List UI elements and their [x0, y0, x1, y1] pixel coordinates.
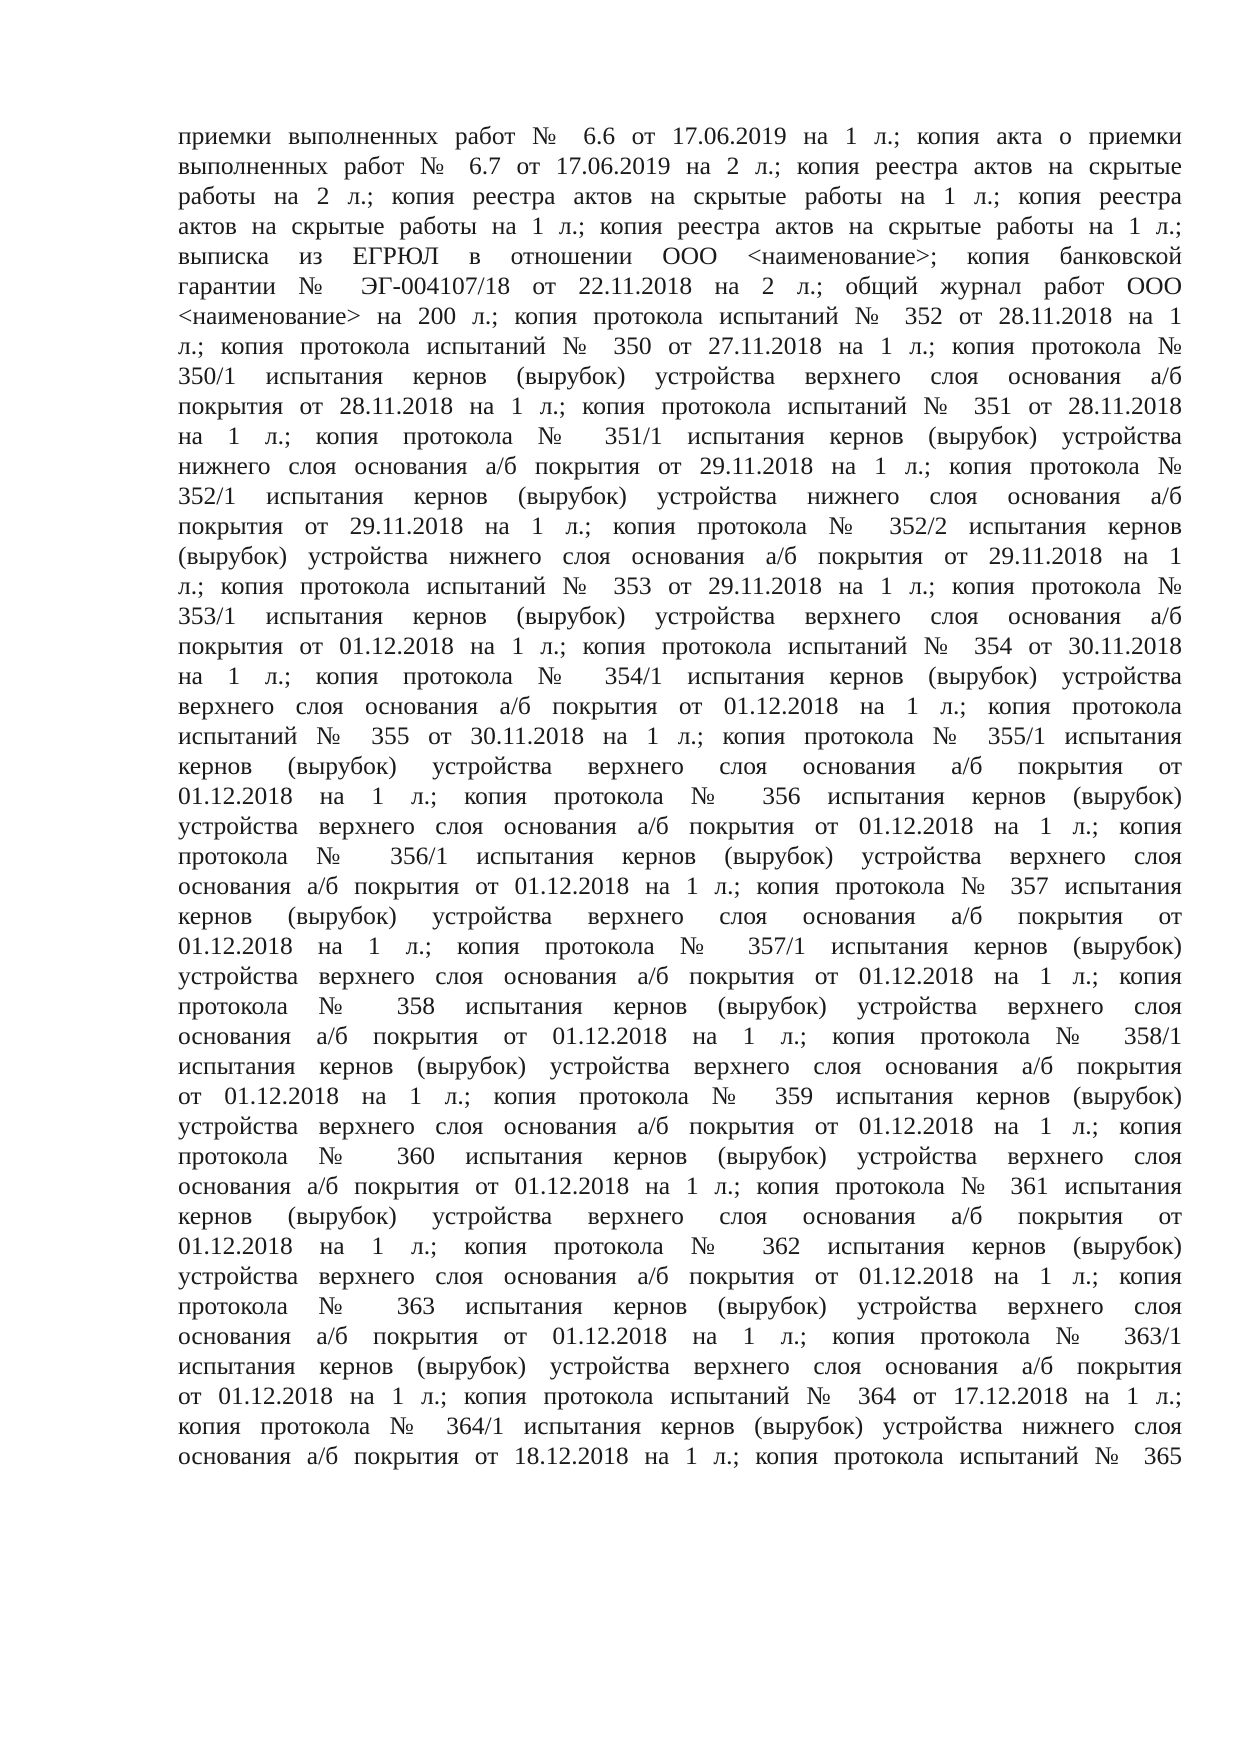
- text-line: на 1 л.; копия протокола № 354/1 испытания кернов (вырубок) устройства: [178, 661, 1182, 690]
- text-line: 353/1 испытания кернов (вырубок) устройства верхнего слоя основания а/б: [178, 601, 1182, 630]
- text-line: испытаний № 355 от 30.11.2018 на 1 л.; копия протокола № 355/1 испытания: [178, 721, 1182, 750]
- text-line: основания а/б покрытия от 01.12.2018 на 1 л.; копия протокола № 357 испытания: [178, 871, 1182, 900]
- text-line: нижнего слоя основания а/б покрытия от 29.11.2018 на 1 л.; копия протокола №: [178, 451, 1182, 480]
- text-line: основания а/б покрытия от 01.12.2018 на 1 л.; копия протокола № 361 испытания: [178, 1171, 1182, 1200]
- text-line: 01.12.2018 на 1 л.; копия протокола № 357/1 испытания кернов (вырубок): [178, 931, 1182, 960]
- text-line: л.; копия протокола испытаний № 353 от 29.11.2018 на 1 л.; копия протокола №: [178, 571, 1182, 600]
- text-line: 352/1 испытания кернов (вырубок) устройства нижнего слоя основания а/б: [178, 481, 1182, 510]
- text-line: основания а/б покрытия от 01.12.2018 на 1 л.; копия протокола № 363/1: [178, 1321, 1182, 1350]
- text-line: основания а/б покрытия от 18.12.2018 на 1 л.; копия протокола испытаний № 365: [178, 1441, 1182, 1470]
- text-line: испытания кернов (вырубок) устройства верхнего слоя основания а/б покрытия: [178, 1051, 1182, 1080]
- text-line: основания а/б покрытия от 01.12.2018 на 1 л.; копия протокола № 358/1: [178, 1021, 1182, 1050]
- text-line: протокола № 363 испытания кернов (вырубок) устройства верхнего слоя: [178, 1291, 1182, 1320]
- text-line: от 01.12.2018 на 1 л.; копия протокола испытаний № 364 от 17.12.2018 на 1 л.;: [178, 1381, 1182, 1410]
- text-line: работы на 2 л.; копия реестра актов на скрытые работы на 1 л.; копия реестра: [178, 181, 1182, 210]
- text-line: актов на скрытые работы на 1 л.; копия реестра актов на скрытые работы на 1 л.;: [178, 211, 1182, 240]
- text-line: протокола № 358 испытания кернов (вырубок) устройства верхнего слоя: [178, 991, 1182, 1020]
- text-line: покрытия от 28.11.2018 на 1 л.; копия протокола испытаний № 351 от 28.11.2018: [178, 391, 1182, 420]
- text-line: л.; копия протокола испытаний № 350 от 27.11.2018 на 1 л.; копия протокола №: [178, 331, 1182, 360]
- text-line: выполненных работ № 6.7 от 17.06.2019 на 2 л.; копия реестра актов на скрытые: [178, 151, 1182, 180]
- text-line: от 01.12.2018 на 1 л.; копия протокола № 359 испытания кернов (вырубок): [178, 1081, 1182, 1110]
- body-text: [178, 121, 1182, 1471]
- text-line: кернов (вырубок) устройства верхнего слоя основания а/б покрытия от: [178, 901, 1182, 930]
- text-line: на 1 л.; копия протокола № 351/1 испытания кернов (вырубок) устройства: [178, 421, 1182, 450]
- text-line: гарантии № ЭГ-004107/18 от 22.11.2018 на 2 л.; общий журнал работ ООО: [178, 271, 1182, 300]
- text-line: протокола № 356/1 испытания кернов (вырубок) устройства верхнего слоя: [178, 841, 1182, 870]
- text-line: испытания кернов (вырубок) устройства верхнего слоя основания а/б покрытия: [178, 1351, 1182, 1380]
- text-line: (вырубок) устройства нижнего слоя основания а/б покрытия от 29.11.2018 на 1: [178, 541, 1182, 570]
- text-line: 350/1 испытания кернов (вырубок) устройства верхнего слоя основания а/б: [178, 361, 1182, 390]
- text-line: 01.12.2018 на 1 л.; копия протокола № 356 испытания кернов (вырубок): [178, 781, 1182, 810]
- text-line: выписка из ЕГРЮЛ в отношении ООО <наименование>; копия банковской: [178, 241, 1182, 270]
- text-line: покрытия от 29.11.2018 на 1 л.; копия протокола № 352/2 испытания кернов: [178, 511, 1182, 540]
- text-line: кернов (вырубок) устройства верхнего слоя основания а/б покрытия от: [178, 751, 1182, 780]
- text-line: <наименование> на 200 л.; копия протокола испытаний № 352 от 28.11.2018 на 1: [178, 301, 1182, 330]
- text-line: покрытия от 01.12.2018 на 1 л.; копия протокола испытаний № 354 от 30.11.2018: [178, 631, 1182, 660]
- text-line: устройства верхнего слоя основания а/б покрытия от 01.12.2018 на 1 л.; копия: [178, 961, 1182, 990]
- text-line: устройства верхнего слоя основания а/б покрытия от 01.12.2018 на 1 л.; копия: [178, 1261, 1182, 1290]
- text-line: 01.12.2018 на 1 л.; копия протокола № 362 испытания кернов (вырубок): [178, 1231, 1182, 1260]
- text-line: копия протокола № 364/1 испытания кернов (вырубок) устройства нижнего слоя: [178, 1411, 1182, 1440]
- text-line: протокола № 360 испытания кернов (вырубок) устройства верхнего слоя: [178, 1141, 1182, 1170]
- text-line: устройства верхнего слоя основания а/б покрытия от 01.12.2018 на 1 л.; копия: [178, 1111, 1182, 1140]
- text-line: приемки выполненных работ № 6.6 от 17.06.2019 на 1 л.; копия акта о приемки: [178, 121, 1182, 150]
- text-line: верхнего слоя основания а/б покрытия от 01.12.2018 на 1 л.; копия протокола: [178, 691, 1182, 720]
- text-line: кернов (вырубок) устройства верхнего слоя основания а/б покрытия от: [178, 1201, 1182, 1230]
- text-line: устройства верхнего слоя основания а/б покрытия от 01.12.2018 на 1 л.; копия: [178, 811, 1182, 840]
